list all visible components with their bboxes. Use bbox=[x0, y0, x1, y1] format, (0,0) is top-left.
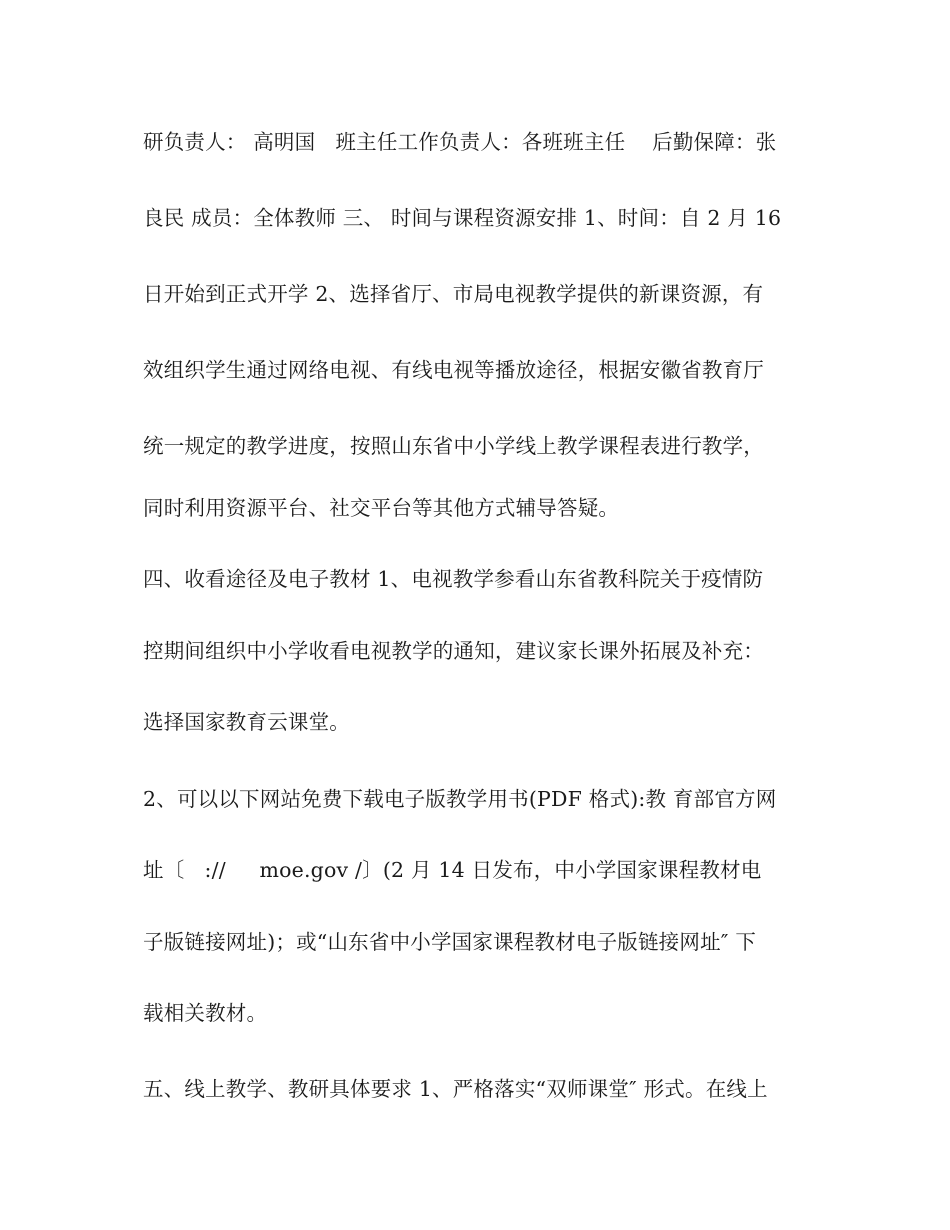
text-line: 效组织学生通过网络电视、有线电视等播放途径，根据安徽省教育厅 bbox=[143, 358, 764, 382]
text-line: 日开始到正式开学 2、选择省厅、市局电视教学提供的新课资源，有 bbox=[143, 282, 764, 306]
text-line: 址〔 :// moe.gov /〕(2 月 14 日发布，中小学国家课程教材电 bbox=[143, 858, 762, 882]
text-line: 研负责人： 高明国 班主任工作负责人：各班班主任 后勤保障：张 bbox=[143, 130, 777, 154]
text-line: 统一规定的教学进度，按照山东省中小学线上教学课程表进行教学， bbox=[143, 434, 764, 458]
text-line: 选择国家教育云课堂。 bbox=[143, 710, 350, 734]
text-line: 四、收看途径及电子教材 1、电视教学参看山东省教科院关于疫情防 bbox=[143, 567, 764, 591]
text-line: 良民 成员：全体教师 三、 时间与课程资源安排 1、时间：自 2 月 16 bbox=[143, 206, 782, 230]
text-line: 2、可以以下网站免费下载电子版教学用书(PDF 格式):教 育部官方网 bbox=[143, 787, 777, 811]
text-line: 控期间组织中小学收看电视教学的通知，建议家长课外拓展及补充： bbox=[143, 639, 764, 663]
text-line: 五、线上教学、教研具体要求 1、严格落实“双师课堂″ 形式。在线上 bbox=[143, 1077, 768, 1101]
text-line: 同时利用资源平台、社交平台等其他方式辅导答疑。 bbox=[143, 496, 620, 520]
text-line: 子版链接网址)；或“山东省中小学国家课程教材电子版链接网址″ 下 bbox=[143, 930, 757, 954]
text-line: 载相关教材。 bbox=[143, 1001, 268, 1025]
